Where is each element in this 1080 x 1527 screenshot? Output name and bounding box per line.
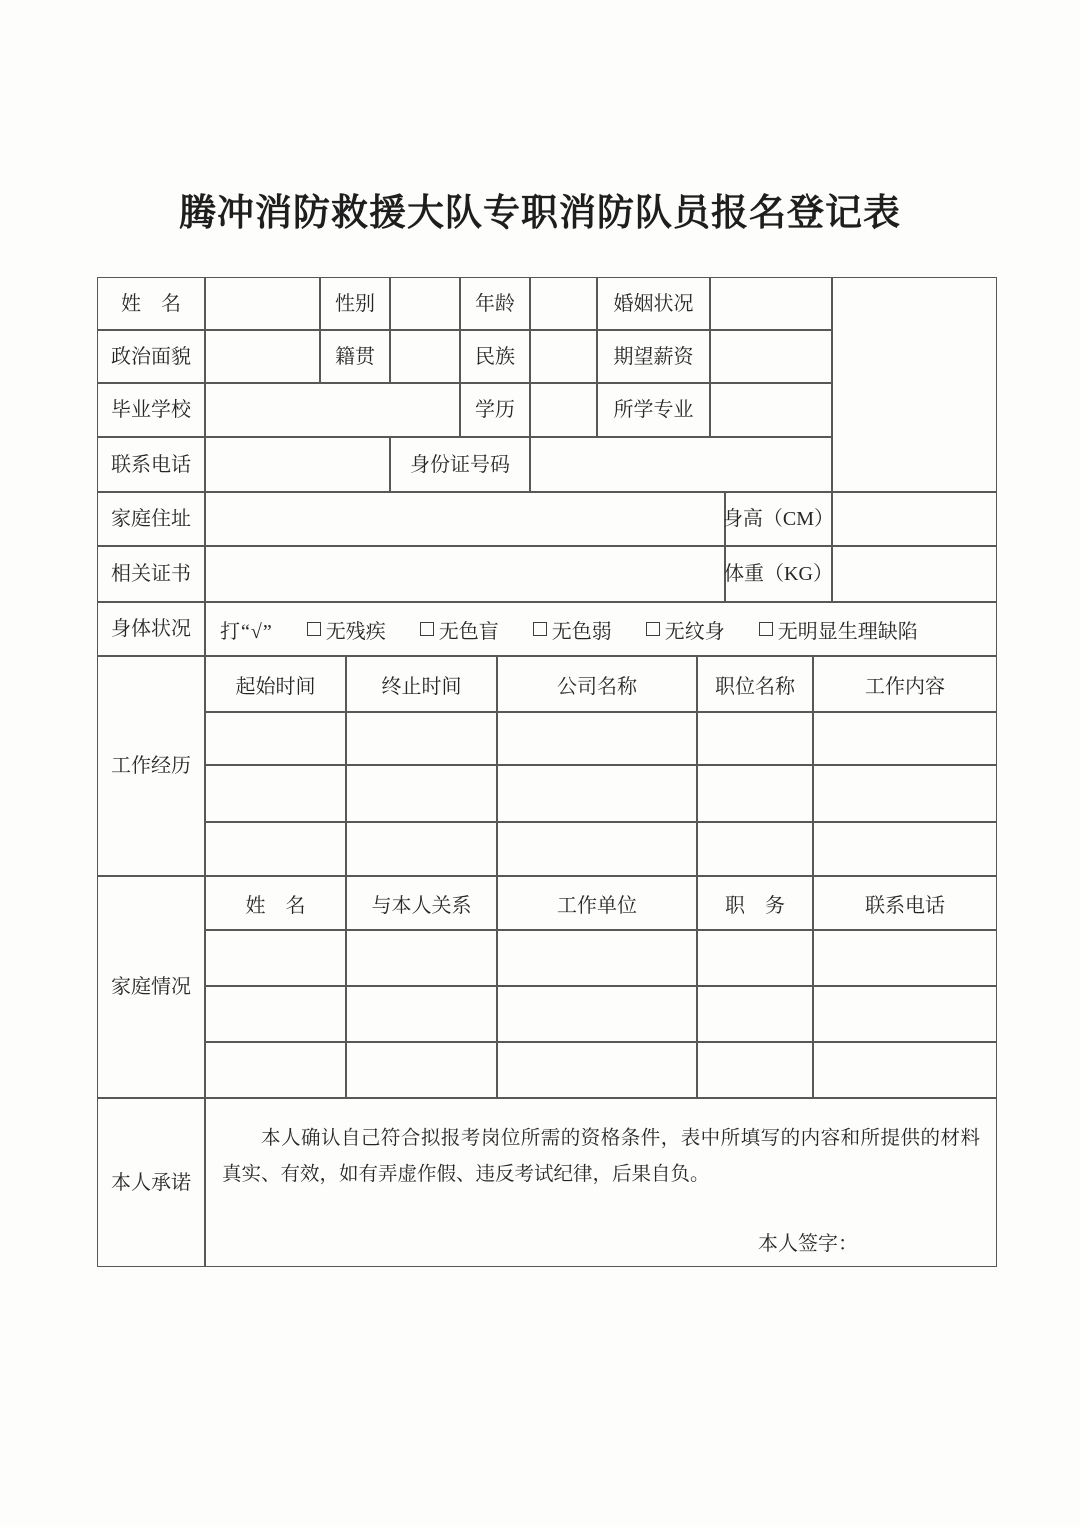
family-row1-cell <box>497 930 697 986</box>
family-header-phone: 联系电话 <box>813 876 997 930</box>
age-label: 年龄 <box>460 277 530 330</box>
option-label: 无残疾 <box>325 620 386 643</box>
checkbox-icon[interactable] <box>420 622 434 636</box>
family-row2-cell <box>813 986 997 1042</box>
work-header-position: 职位名称 <box>697 656 813 712</box>
id-number-value-cell <box>530 437 832 492</box>
gender-label: 性别 <box>320 277 390 330</box>
work-header-end-time: 终止时间 <box>346 656 497 712</box>
option-no-tattoo <box>646 615 725 644</box>
work-row2-cell <box>346 765 497 822</box>
home-address-value-cell <box>205 492 725 546</box>
work-row1-cell <box>697 712 813 765</box>
work-row3-cell <box>697 822 813 876</box>
family-row2-cell <box>697 986 813 1042</box>
marital-status-value-cell <box>710 277 832 330</box>
id-number-label: 身份证号码 <box>390 437 530 492</box>
family-row3-cell <box>205 1042 346 1098</box>
height-label: 身高（CM） <box>725 492 832 546</box>
phone-label: 联系电话 <box>97 437 205 492</box>
marital-status-label: 婚姻状况 <box>597 277 710 330</box>
family-row1-cell <box>813 930 997 986</box>
ethnicity-value-cell <box>530 330 597 383</box>
option-no-color-weakness <box>533 615 612 644</box>
major-label: 所学专业 <box>597 383 710 437</box>
age-value-cell <box>530 277 597 330</box>
commitment-label: 本人承诺 <box>97 1098 205 1267</box>
work-row2-cell <box>205 765 346 822</box>
certificates-label: 相关证书 <box>97 546 205 602</box>
option-label: 无色弱 <box>551 620 612 643</box>
graduate-school-value-cell <box>205 383 460 437</box>
weight-value-cell <box>832 546 997 602</box>
commitment-cell <box>205 1098 997 1267</box>
family-row2-cell <box>497 986 697 1042</box>
expected-salary-value-cell <box>710 330 832 383</box>
graduate-school-label: 毕业学校 <box>97 383 205 437</box>
family-row3-cell <box>346 1042 497 1098</box>
work-header-company: 公司名称 <box>497 656 697 712</box>
major-value-cell <box>710 383 832 437</box>
family-row3-cell <box>813 1042 997 1098</box>
gender-value-cell <box>390 277 460 330</box>
option-no-color-blindness <box>420 615 499 644</box>
family-header-position: 职 务 <box>697 876 813 930</box>
work-experience-label: 工作经历 <box>97 656 205 876</box>
work-row3-cell <box>346 822 497 876</box>
work-row1-cell <box>346 712 497 765</box>
option-no-obvious-defect <box>759 615 918 644</box>
work-row1-cell <box>813 712 997 765</box>
education-label: 学历 <box>460 383 530 437</box>
work-row1-cell <box>497 712 697 765</box>
family-row1-cell <box>697 930 813 986</box>
family-header-employer: 工作单位 <box>497 876 697 930</box>
family-row3-cell <box>497 1042 697 1098</box>
work-header-start-time: 起始时间 <box>205 656 346 712</box>
physical-condition-options <box>205 602 997 656</box>
checkbox-icon[interactable] <box>533 622 547 636</box>
home-address-label: 家庭住址 <box>97 492 205 546</box>
work-row2-cell <box>497 765 697 822</box>
work-row2-cell <box>813 765 997 822</box>
work-row3-cell <box>497 822 697 876</box>
commitment-text: 本人确认自己符合拟报考岗位所需的资格条件，表中所填写的内容和所提供的材料真实、有效，如有弄虚作假、违反考试纪律，后果自负。 <box>222 1128 980 1186</box>
phone-value-cell <box>205 437 390 492</box>
name-value-cell <box>205 277 320 330</box>
option-label: 无纹身 <box>664 620 725 643</box>
expected-salary-label: 期望薪资 <box>597 330 710 383</box>
height-value-cell <box>832 492 997 546</box>
family-row3-cell <box>697 1042 813 1098</box>
work-header-duties: 工作内容 <box>813 656 997 712</box>
work-row1-cell <box>205 712 346 765</box>
weight-label: 体重（KG） <box>725 546 832 602</box>
checkbox-icon[interactable] <box>759 622 773 636</box>
family-row1-cell <box>346 930 497 986</box>
signature-label: 本人签字： <box>758 1233 858 1255</box>
work-row3-cell <box>205 822 346 876</box>
work-row3-cell <box>813 822 997 876</box>
family-info-label: 家庭情况 <box>97 876 205 1098</box>
checkbox-icon[interactable] <box>307 622 321 636</box>
family-row2-cell <box>346 986 497 1042</box>
political-status-value-cell <box>205 330 320 383</box>
physical-condition-label: 身体状况 <box>97 602 205 656</box>
education-value-cell <box>530 383 597 437</box>
ethnicity-label: 民族 <box>460 330 530 383</box>
family-header-name: 姓 名 <box>205 876 346 930</box>
page-title: 腾冲消防救援大队专职消防队员报名登记表 <box>179 192 901 233</box>
work-row2-cell <box>697 765 813 822</box>
family-row1-cell <box>205 930 346 986</box>
name-label: 姓 名 <box>97 277 205 330</box>
option-no-disability <box>307 615 386 644</box>
option-label: 无色盲 <box>438 620 499 643</box>
native-place-label: 籍贯 <box>320 330 390 383</box>
certificates-value-cell <box>205 546 725 602</box>
tick-instruction: 打“√” <box>220 620 273 643</box>
family-row2-cell <box>205 986 346 1042</box>
family-header-relation: 与本人关系 <box>346 876 497 930</box>
option-label: 无明显生理缺陷 <box>777 620 918 643</box>
native-place-value-cell <box>390 330 460 383</box>
checkbox-icon[interactable] <box>646 622 660 636</box>
political-status-label: 政治面貌 <box>97 330 205 383</box>
photo-area <box>832 277 997 492</box>
